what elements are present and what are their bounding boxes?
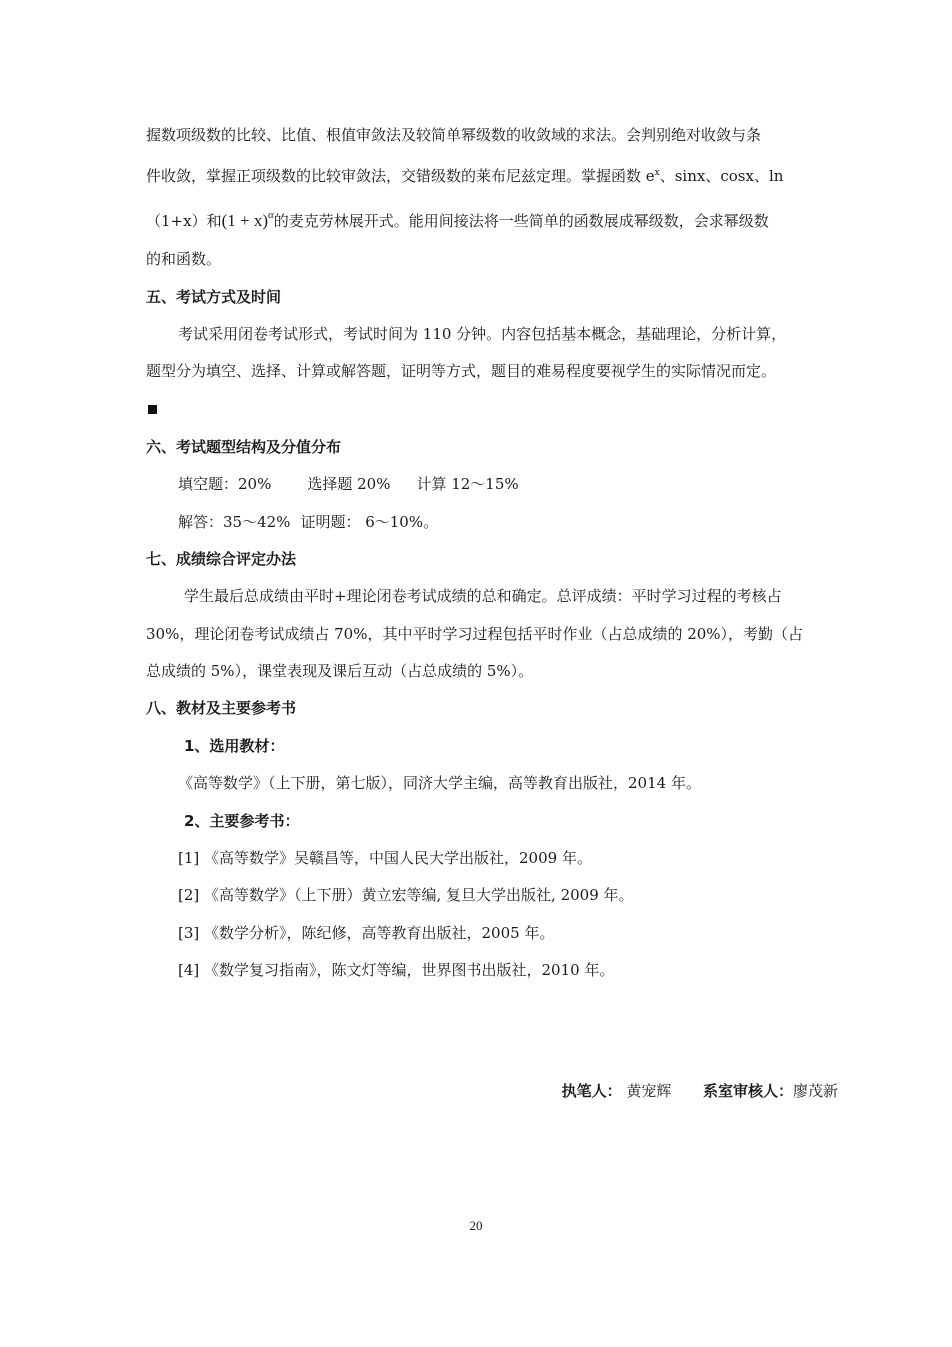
section-5-para-2: 题型分为填空、选择、计算或解答题，证明等方式，题目的难易程度要视学生的实际情况而定。 bbox=[146, 362, 777, 380]
section-7-para-3: 总成绩的 5%），课堂表现及课后互动（占总成绩的 5%）。 bbox=[146, 662, 534, 680]
reviewer-name: 廖茂新 bbox=[792, 1082, 838, 1100]
reference-item: [2] 《高等数学》（上下册）黄立宏等编, 复旦大学出版社, 2009 年。 bbox=[178, 886, 634, 904]
section-6-row-1 bbox=[178, 474, 846, 494]
exponent-x: x bbox=[654, 168, 660, 178]
intro-line-3-text: （1+x）和 bbox=[146, 212, 222, 230]
section-5-para-1: 考试采用闭卷考试形式，考试时间为 110 分钟。内容包括基本概念，基础理论，分析计算， bbox=[178, 325, 787, 343]
page-number: 20 bbox=[469, 1218, 483, 1233]
intro-line-1: 握数项级数的比较、比值、根值审敛法及较简单幂级数的收敛域的求法。会判别绝对收敛与条 bbox=[146, 126, 762, 144]
section-6-row-2 bbox=[178, 512, 846, 532]
author-name: 黄宠辉 bbox=[626, 1082, 672, 1100]
intro-line-4: 的和函数。 bbox=[146, 250, 222, 268]
math-expression bbox=[222, 211, 274, 230]
intro-line-2-tail: 、sinx、cosx、ln bbox=[659, 167, 784, 185]
math-base: (1 + x) bbox=[221, 211, 268, 230]
signature-line bbox=[562, 1081, 838, 1101]
choice-weight: 选择题 20% bbox=[307, 475, 391, 493]
section-5-heading: 五、考试方式及时间 bbox=[146, 288, 282, 306]
reference-item: [4] 《数学复习指南》，陈文灯等编，世界图书出版社，2010 年。 bbox=[178, 961, 615, 979]
section-8-heading: 八、教材及主要参考书 bbox=[146, 699, 297, 717]
textbook-subheading: 1、选用教材： bbox=[184, 737, 285, 755]
fill-blank-weight: 填空题：20% bbox=[178, 475, 272, 493]
reference-item: [1] 《高等数学》吴赣昌等，中国人民大学出版社，2009 年。 bbox=[178, 849, 592, 867]
proof-weight: 证明题： 6～10%。 bbox=[300, 513, 439, 531]
author-label: 执笔人： bbox=[561, 1082, 622, 1100]
section-7-para-2: 30%，理论闭卷考试成绩占 70%，其中平时学习过程包括平时作业（占总成绩的 20%），考勤（占 bbox=[146, 625, 804, 643]
references-subheading: 2、主要参考书： bbox=[184, 812, 300, 830]
answer-weight: 解答：35～42% bbox=[178, 513, 291, 531]
bullet-marker bbox=[148, 405, 157, 414]
reference-item: [3] 《数学分析》，陈纪修，高等教育出版社，2005 年。 bbox=[178, 924, 555, 942]
section-7-heading: 七、成绩综合评定办法 bbox=[146, 550, 297, 568]
textbook-entry: 《高等数学》（上下册，第七版），同济大学主编，高等教育出版社，2014 年。 bbox=[178, 774, 701, 792]
intro-line-3-tail: 的麦克劳林展开式。能用间接法将一些简单的函数展成幂级数，会求幂级数 bbox=[273, 212, 769, 230]
section-6-heading: 六、考试题型结构及分值分布 bbox=[146, 438, 342, 456]
section-7-para-1: 学生最后总成绩由平时+理论闭卷考试成绩的总和确定。总评成绩：平时学习过程的考核占 bbox=[184, 587, 782, 605]
math-exponent-alpha: α bbox=[268, 209, 274, 221]
intro-line-2 bbox=[146, 163, 846, 186]
reviewer-label: 系室审核人： bbox=[702, 1082, 793, 1100]
intro-line-3 bbox=[146, 205, 846, 231]
calc-weight: 计算 12～15% bbox=[416, 475, 519, 493]
intro-line-2-text: 件收敛，掌握正项级数的比较审敛法，交错级数的莱布尼兹定理。掌握函数 e bbox=[146, 167, 655, 185]
